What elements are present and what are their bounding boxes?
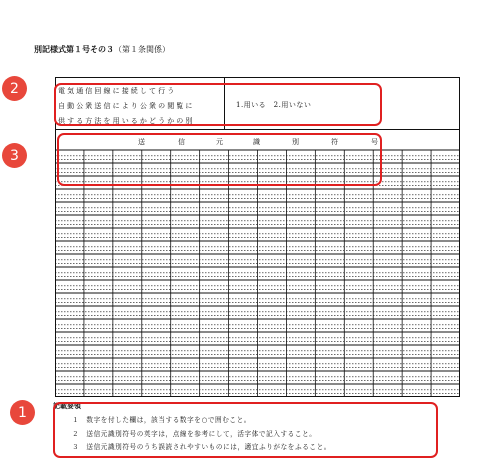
grid-title-char: 送 <box>138 138 145 146</box>
note-item: ２ 送信元識別符号の英字は，点線を参考にして，活字体で記入すること。 <box>72 430 317 438</box>
question-line: 供する方法を用いるかどうかの別 <box>58 117 195 125</box>
badge-1: 1 <box>10 400 35 425</box>
grid-title-char: 元 <box>216 138 223 146</box>
question-line: 電気通信回線に接続して行う <box>58 87 177 95</box>
grid-title-char: 信 <box>178 138 185 146</box>
note-item: ３ 送信元識別符号のうち誤読されやすいものには，適宜ふりがなをふること。 <box>72 443 331 451</box>
notes-heading: 記載要領 <box>53 402 81 410</box>
grid-title-char: 別 <box>292 138 299 146</box>
callout-notes-outline <box>53 402 438 458</box>
callout-question-outline <box>54 83 382 126</box>
grid-title-char: 識 <box>253 138 260 146</box>
grid-title-char: 号 <box>371 138 378 146</box>
question-line: 自動公衆送信により公衆の閲覧に <box>58 102 195 110</box>
note-item: １ 数字を付した欄は，該当する数字を○で囲むこと。 <box>72 416 252 424</box>
form-title-article: （第１条関係） <box>114 45 170 54</box>
form-title-main: 別記様式第１号その３ <box>34 45 114 54</box>
badge-3: 3 <box>2 143 27 168</box>
answer-options[interactable]: 1.用いる 2.用いない <box>236 101 312 109</box>
badge-2: 2 <box>2 76 27 101</box>
grid-title-char: 符 <box>331 138 338 146</box>
callout-grid-outline <box>57 133 382 186</box>
